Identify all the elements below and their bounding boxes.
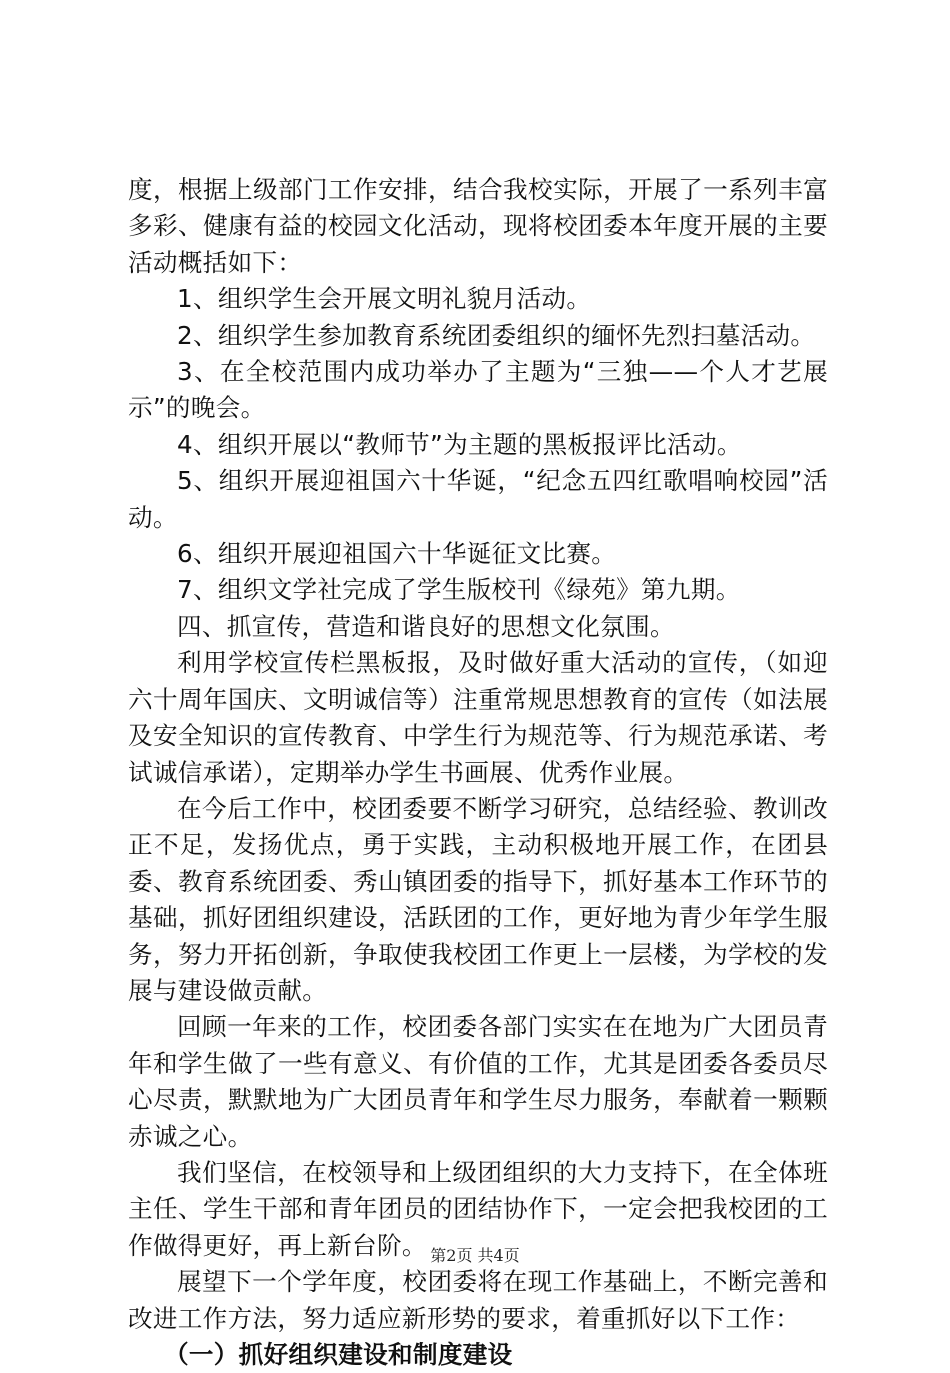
list-item-2: 2、组织学生参加教育系统团委组织的缅怀先烈扫墓活动。 bbox=[177, 320, 816, 350]
paragraph-future-work: 在今后工作中，校团委要不断学习研究，总结经验、教训改正不足，发扬优点，勇于实践，主动积极地开展工作，在团县委、教育系统团委、秀山镇团委的指导下，抓好基本工作环节的基础，抓好团组织建设，活跃团的工作，更好地为青少年学生服务，努力开拓创新，争取使我校团工作更上一层楼，为学校的发展与建设做贡献。 bbox=[128, 793, 828, 1005]
paragraph-publicity: 利用学校宣传栏黑板报，及时做好重大活动的宣传，（如迎六十周年国庆、文明诚信等）注重常规思想教育的宣传（如法展及安全知识的宣传教育、中学生行为规范等、行为规范承诺、考试诚信承诺），定期举办学生书画展、优秀作业展。 bbox=[128, 648, 828, 787]
page-number-footer: 第2页 共4页 bbox=[430, 1246, 520, 1265]
section-heading-four: 四、抓宣传，营造和谐良好的思想文化氛围。 bbox=[177, 611, 675, 641]
list-item-3: 3、在全校范围内成功举办了主题为“三独——个人才艺展示”的晚会。 bbox=[128, 357, 828, 423]
subsection-heading-one: （一）抓好组织建设和制度建设 bbox=[164, 1340, 513, 1369]
list-item-6: 6、组织开展迎祖国六十华诞征文比赛。 bbox=[177, 539, 617, 569]
list-item-1: 1、组织学生会开展文明礼貌月活动。 bbox=[177, 284, 592, 314]
paragraph-outlook: 展望下一个学年度，校团委将在现工作基础上，不断完善和改进工作方法，努力适应新形势的要求，着重抓好以下工作： bbox=[128, 1267, 828, 1333]
paragraph-intro-continuation: 度，根据上级部门工作安排，结合我校实际，开展了一系列丰富多彩、健康有益的校园文化活动，现将校团委本年度开展的主要活动概括如下： bbox=[128, 175, 828, 277]
paragraph-review: 回顾一年来的工作，校团委各部门实实在在地为广大团员青年和学生做了一些有意义、有价值的工作，尤其是团委各委员尽心尽责，默默地为广大团员青年和学生尽力服务，奉献着一颗颗赤诚之心。 bbox=[128, 1012, 828, 1151]
paragraph-belief: 我们坚信，在校领导和上级团组织的大力支持下，在全体班主任、学生干部和青年团员的团结协作下，一定会把我校团的工作做得更好，再上新台阶。 bbox=[128, 1157, 828, 1260]
document-body bbox=[128, 172, 828, 1373]
list-item-4: 4、组织开展以“教师节”为主题的黑板报评比活动。 bbox=[177, 429, 742, 459]
list-item-7: 7、组织文学社完成了学生版校刊《绿苑》第九期。 bbox=[177, 575, 741, 605]
list-item-5: 5、组织开展迎祖国六十华诞，“纪念五四红歌唱响校园”活动。 bbox=[128, 466, 828, 532]
